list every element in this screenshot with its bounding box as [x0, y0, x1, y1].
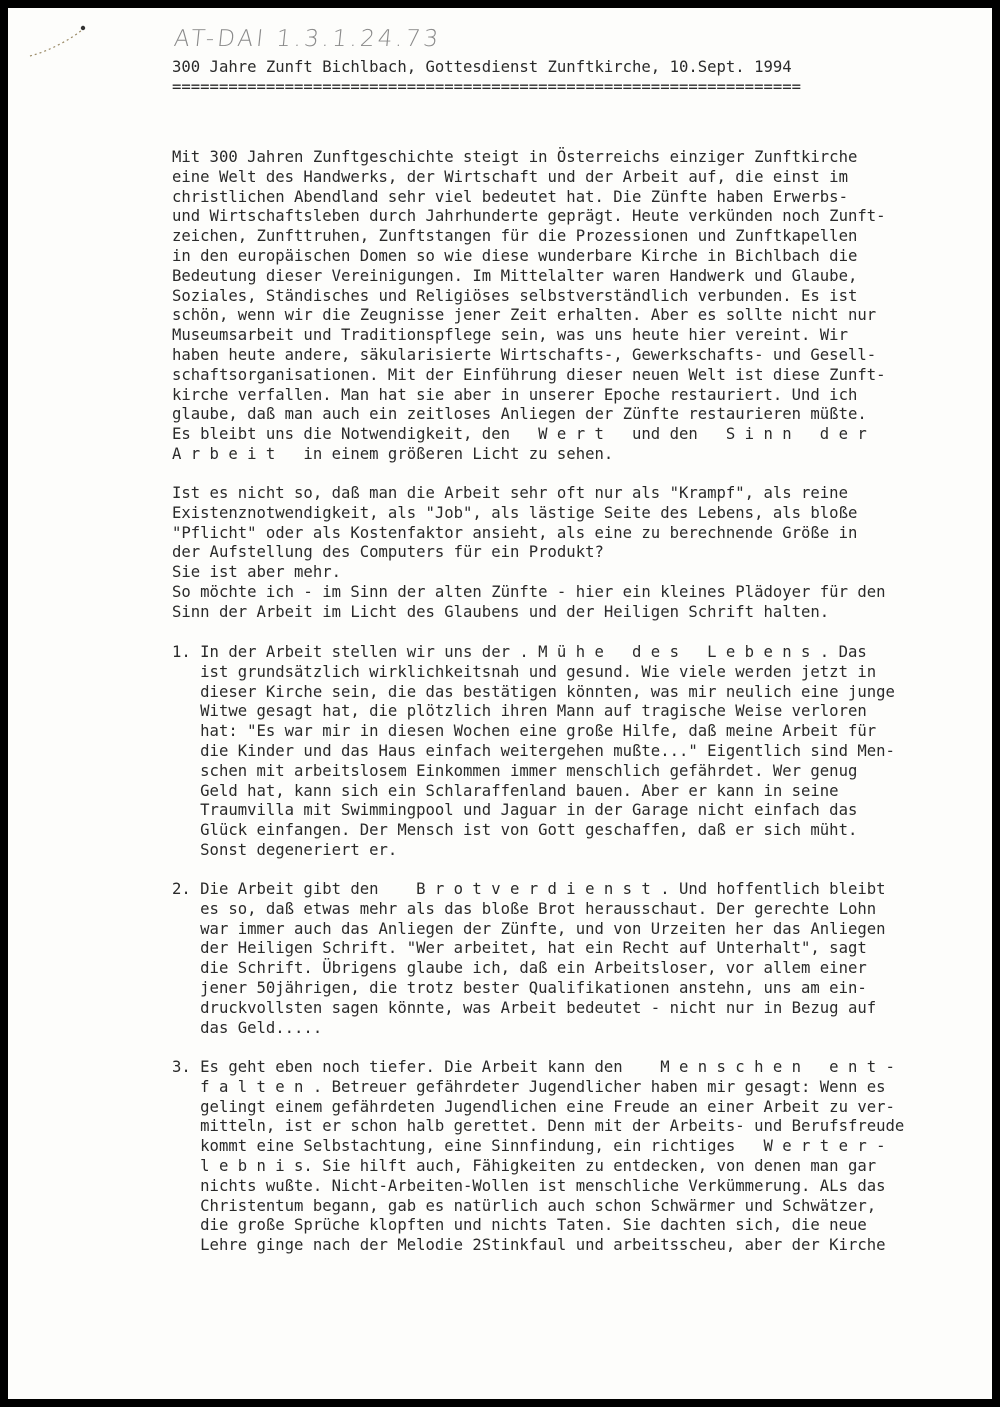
text-line: Ist es nicht so, daß man die Arbeit sehr oft nur als "Krampf", als reine [172, 484, 848, 502]
title-underline: =================================================================== [172, 78, 802, 96]
text-line: A r b e i t in einem größeren Licht zu sehen. [172, 444, 614, 463]
text-line: glaube, daß man auch ein zeitloses Anliegen der Zünfte restaurieren müßte. [172, 405, 867, 424]
text-line: die Kinder und das Haus einfach weitergehen mußte..." Eigentlich sind Men- [172, 741, 895, 760]
text-line: Glück einfangen. Der Mensch ist von Gott geschaffen, daß er sich müht. [172, 821, 858, 840]
text-line: Christentum begann, gab es natürlich auch schon Schwärmer und Schwätzer, [172, 1196, 877, 1215]
pen-mark-icon [20, 22, 90, 62]
text-line: nichts wußte. Nicht-Arbeiten-Wollen ist menschliche Verkümmerung. ALs das [172, 1176, 886, 1195]
text-line: der Aufstellung des Computers für ein Produkt? [172, 543, 604, 562]
text-line: schen mit arbeitslosem Einkommen immer menschlich gefährdet. Wer genug [172, 761, 858, 780]
text-line: So möchte ich - im Sinn der alten Zünfte - hier ein kleines Plädoyer für den [172, 582, 886, 601]
text-line: der Heiligen Schrift. "Wer arbeitet, hat ein Recht auf Unterhalt", sagt [172, 939, 867, 958]
text-line: 3. Es geht eben noch tiefer. Die Arbeit kann den M e n s c h e n e n t - [172, 1058, 895, 1076]
text-line: Soziales, Ständisches und Religiöses selbstverständlich verbunden. Es ist [172, 286, 858, 305]
text-line: 1. In der Arbeit stellen wir uns der . M ü h e d e s L e b e n s . Das [172, 643, 867, 661]
text-line: in den europäischen Domen so wie diese wunderbare Kirche in Bichlbach die [172, 246, 858, 265]
text-line: Mit 300 Jahren Zunftgeschichte steigt in Österreichs einziger Zunftkirche [172, 148, 858, 166]
text-line: haben heute andere, säkularisierte Wirtschafts-, Gewerkschafts- und Gesell- [172, 345, 877, 364]
text-line: war immer auch das Anliegen der Zünfte, und von Urzeiten her das Anliegen [172, 919, 886, 938]
text-line: Existenznotwendigkeit, als "Job", als lästige Seite des Lebens, als bloße [172, 503, 858, 522]
text-line: Traumvilla mit Swimmingpool und Jaguar in der Garage nicht einfach das [172, 801, 858, 820]
text-line: Sie ist aber mehr. [172, 563, 341, 582]
text-line: schön, wenn wir die Zeugnisse jener Zeit erhalten. Aber es sollte nicht nur [172, 306, 877, 325]
text-line: Bedeutung dieser Vereinigungen. Im Mittelalter waren Handwerk und Glaube, [172, 266, 858, 285]
paragraph-question [172, 484, 886, 623]
paragraph-intro [172, 148, 886, 465]
text-line: es so, daß etwas mehr als das bloße Brot herausschaut. Der gerechte Lohn [172, 899, 877, 918]
text-line: das Geld..... [172, 1018, 323, 1037]
text-line: gelingt einem gefährdeten Jugendlichen eine Freude an einer Arbeit zu ver- [172, 1097, 895, 1116]
text-line: mitteln, ist er schon halb gerettet. Denn mit der Arbeits- und Berufsfreude [172, 1117, 905, 1136]
text-line: f a l t e n . Betreuer gefährdeter Jugendlicher haben mir gesagt: Wenn es [172, 1077, 886, 1096]
text-line: und Wirtschaftsleben durch Jahrhunderte geprägt. Heute verkünden noch Zunft- [172, 207, 886, 226]
text-line: "Pflicht" oder als Kostenfaktor ansieht, als eine zu berechnende Größe in [172, 523, 858, 542]
text-line: l e b n i s. Sie hilft auch, Fähigkeiten zu entdecken, von denen man gar [172, 1156, 877, 1175]
text-line: zeichen, Zunfttruhen, Zunftstangen für die Prozessionen und Zunftkapellen [172, 227, 858, 246]
text-line: christlichen Abendland sehr viel bedeutet hat. Die Zünfte haben Erwerbs- [172, 187, 848, 206]
text-line: schaftsorganisationen. Mit der Einführung dieser neuen Welt ist diese Zunft- [172, 365, 886, 384]
text-line: Lehre ginge nach der Melodie 2Stinkfaul und arbeitsscheu, aber der Kirche [172, 1236, 886, 1255]
text-line: kommt eine Selbstachtung, eine Sinnfindung, ein richtiges W e r t e r - [172, 1137, 886, 1156]
text-line: eine Welt des Handwerks, der Wirtschaft und der Arbeit auf, die einst im [172, 167, 848, 186]
document-title: 300 Jahre Zunft Bichlbach, Gottesdienst Zunftkirche, 10.Sept. 1994 [172, 58, 792, 76]
text-line: kirche verfallen. Man hat sie aber in unserer Epoche restauriert. Und ich [172, 385, 858, 404]
text-line: Geld hat, kann sich ein Schlaraffenland bauen. Aber er kann in seine [172, 781, 839, 800]
text-line: die Schrift. Übrigens glaube ich, daß ein Arbeitsloser, vor allem einer [172, 959, 867, 978]
text-line: Sonst degeneriert er. [172, 840, 398, 859]
text-line: 2. Die Arbeit gibt den B r o t v e r d i e n s t . Und hoffentlich bleibt [172, 880, 886, 898]
document-page [8, 8, 992, 1399]
text-line: Sinn der Arbeit im Licht des Glaubens und der Heiligen Schrift halten. [172, 602, 830, 621]
list-item-1 [172, 643, 895, 861]
text-line: hat: "Es war mir in diesen Wochen eine große Hilfe, daß meine Arbeit für [172, 722, 877, 741]
text-line: Es bleibt uns die Notwendigkeit, den W e r t und den S i n n d e r [172, 425, 867, 444]
text-line: Witwe gesagt hat, die plötzlich ihren Mann auf tragische Weise verloren [172, 702, 867, 721]
list-item-2 [172, 880, 886, 1038]
text-line: dieser Kirche sein, die das bestätigen könnten, was mir neulich eine junge [172, 682, 895, 701]
list-item-3 [172, 1058, 904, 1256]
text-line: die große Sprüche klopften und nichts Taten. Sie dachten sich, die neue [172, 1216, 867, 1235]
text-line: Museumsarbeit und Traditionspflege sein, was uns heute hier vereint. Wir [172, 326, 848, 345]
text-line: ist grundsätzlich wirklichkeitsnah und gesund. Wie viele werden jetzt in [172, 662, 877, 681]
archive-signature: AT-DAI 1.3.1.24.73 [172, 26, 443, 52]
text-line: jener 50jährigen, die trotz bester Qualifikationen anstehn, uns am ein- [172, 978, 867, 997]
text-line: druckvollsten sagen könnte, was Arbeit bedeutet - nicht nur in Bezug auf [172, 998, 877, 1017]
